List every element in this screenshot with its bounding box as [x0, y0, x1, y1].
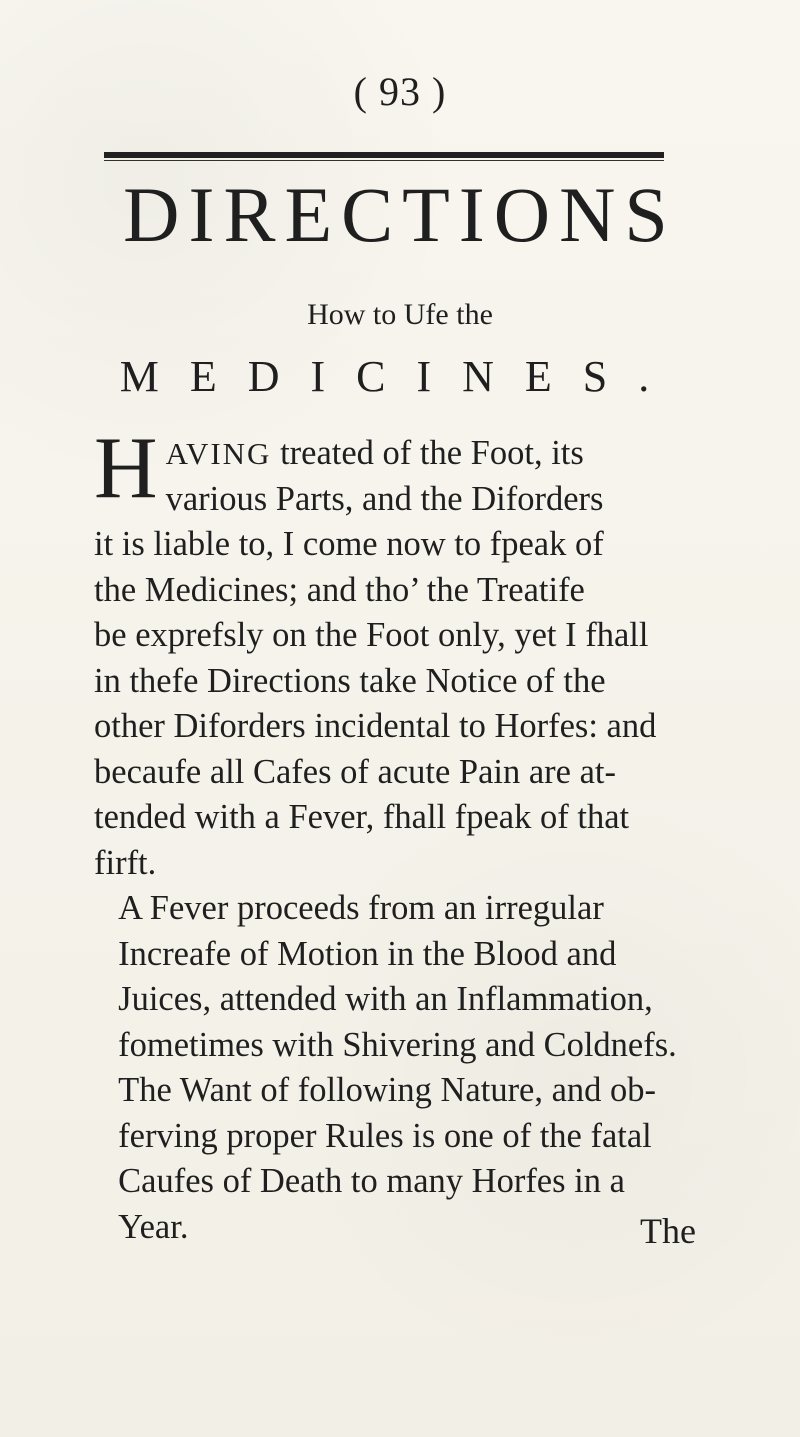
body-text — [94, 420, 714, 1250]
paragraph-2-line-1: A Fever proceeds from an irregular — [118, 889, 604, 927]
paragraph-2 — [94, 886, 714, 1250]
page-title: DIRECTIONS — [123, 171, 677, 258]
paragraph-2-line-2: Increafe of Motion in the Blood and — [118, 934, 617, 973]
paragraph-1-line-5: be exprefsly on the Foot only, yet I fhall — [94, 616, 649, 654]
dropcap-letter: H — [94, 420, 158, 517]
paragraph-2-line-4: fometimes with Shivering and Coldnefs. — [118, 1025, 677, 1064]
paragraph-2-line-8: Year. — [118, 1207, 189, 1246]
paragraph-1-line-1-rest: treated of the Foot, its — [271, 434, 584, 472]
paragraph-1-line-4: the Medicines; and tho’ the Treatife — [94, 570, 585, 609]
paragraph-2-line-3: Juices, attended with an Inflammation, — [118, 980, 653, 1018]
subheading: MEDICINES. — [119, 352, 681, 401]
paragraph-1-line-6: in thefe Directions take Notice of the — [94, 661, 606, 700]
paragraph-2-line-6: ferving proper Rules is one of the fatal — [118, 1116, 652, 1155]
page-number: ( 93 ) — [353, 69, 447, 114]
paragraph-1-line-2: various Parts, and the Diforders — [165, 479, 604, 518]
paragraph-1-caps: AVING — [165, 436, 272, 471]
top-rule-thin — [104, 160, 664, 161]
paragraph-1-line-7: other Diforders incidental to Horfes: and — [94, 707, 657, 745]
paragraph-1-line-8: becaufe all Cafes of acute Pain are at- — [94, 752, 616, 791]
paragraph-1-line-10: firft. — [94, 843, 157, 882]
paragraph-2-line-5: The Want of following Nature, and ob- — [118, 1071, 657, 1109]
paragraph-1-line-3: it is liable to, I come now to fpeak of — [94, 525, 604, 563]
top-rule — [104, 152, 664, 158]
catchword: The — [640, 1211, 696, 1251]
paragraph-1-line-1 — [94, 431, 714, 477]
paragraph-2-line-7: Caufes of Death to many Horfes in a — [118, 1162, 625, 1200]
paragraph-1 — [94, 420, 714, 886]
subtitle: How to Ufe the — [307, 298, 493, 331]
paragraph-1-line-9: tended with a Fever, fhall fpeak of that — [94, 798, 630, 836]
